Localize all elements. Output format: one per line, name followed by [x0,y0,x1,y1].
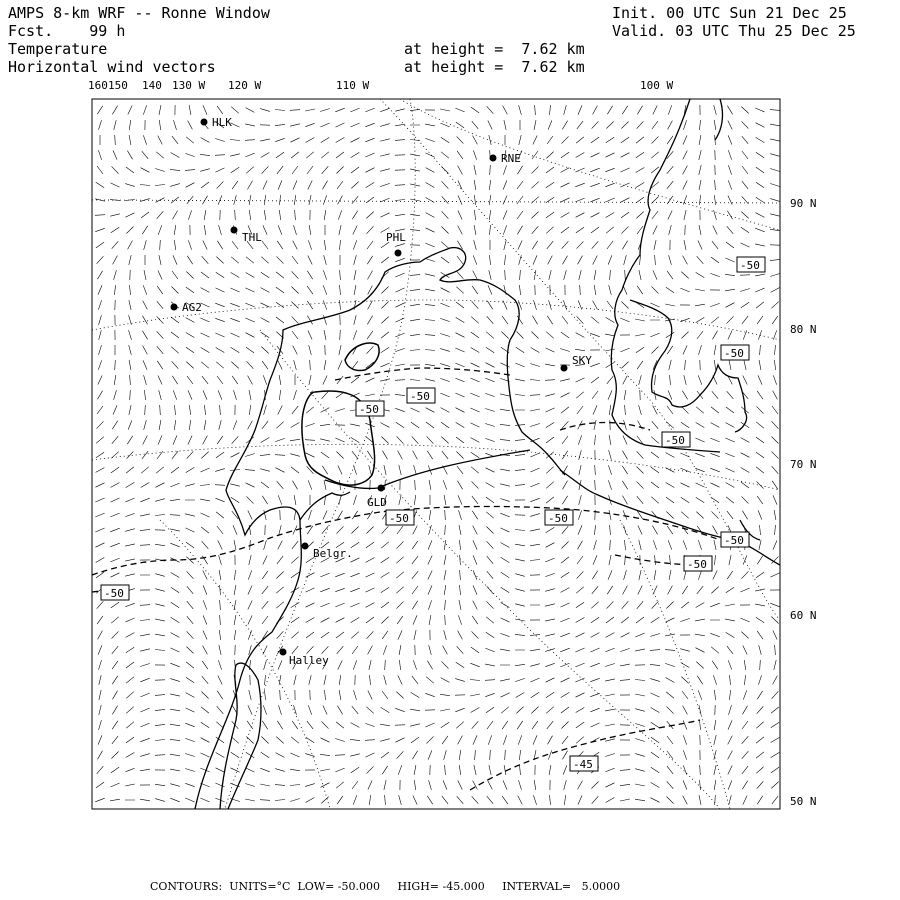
station-marker [490,155,497,162]
forecast-value: 99 h [89,22,126,40]
forecast-label: Fcst. [8,22,54,40]
init-time: Init. 00 UTC Sun 21 Dec 25 [612,4,847,22]
svg-text:-50: -50 [687,558,707,571]
svg-text:-50: -50 [104,587,124,600]
station-label: HLK [212,116,232,129]
contour-label [684,556,712,571]
lon-label-120: 120 W [228,79,262,92]
lat-label-90: 90 N [790,197,817,210]
svg-text:-50: -50 [724,534,744,547]
map-frame [92,99,780,809]
station-marker [201,119,208,126]
lat-label-50: 50 N [790,795,817,808]
contour-label [662,432,690,447]
height-temperature: at height = 7.62 km [404,40,585,58]
contour-label [356,401,384,416]
station-label: PHL [386,231,406,244]
station-rne [490,152,521,165]
svg-text:-50: -50 [740,259,760,272]
contour-label [721,532,749,547]
forecast-hour [8,22,270,40]
station-marker [395,250,402,257]
svg-text:-50: -50 [359,403,379,416]
contour-label [737,257,765,272]
graticule [92,99,780,809]
station-marker [302,543,309,550]
contour-info-footer: CONTOURS: UNITS=°C LOW= -50.000 HIGH= -45.000 INTERVAL= 5.0000 [150,880,621,893]
station-thl [231,227,263,245]
contour-label [721,345,749,360]
svg-text:-50: -50 [665,434,685,447]
header-left [8,4,270,76]
svg-text:-45: -45 [573,758,593,771]
station-label: SKY [572,354,592,367]
contour-label [570,756,598,771]
contour-label [386,510,414,525]
lon-label-150: 150 [108,79,128,92]
header-right [612,4,856,40]
contour-label [101,585,129,600]
station-marker [561,365,568,372]
station-label: Belgr. [313,547,353,560]
station-ag2 [171,301,202,314]
station-label: AG2 [182,301,202,314]
station-marker [280,649,287,656]
svg-text:-50: -50 [410,390,430,403]
height-info [404,40,585,76]
wind-vectors [95,105,780,805]
lon-label-140: 140 [142,79,162,92]
svg-text:-50: -50 [389,512,409,525]
field-wind: Horizontal wind vectors [8,58,216,76]
axis-labels [88,79,817,808]
station-marker [171,304,178,311]
station-marker [231,227,238,234]
lat-label-70: 70 N [790,458,817,471]
height-wind: at height = 7.62 km [404,58,585,76]
wind-vector-field [95,105,780,805]
lon-label-130: 130 W [172,79,206,92]
station-label: THL [242,231,262,244]
svg-text:-50: -50 [724,347,744,360]
map-title: AMPS 8-km WRF -- Ronne Window [8,4,270,22]
contour-labels [101,257,765,771]
station-halley [280,649,330,668]
station-hlk [201,116,233,129]
lon-label-110: 110 W [336,79,370,92]
contour-label [545,510,573,525]
lat-label-60: 60 N [790,609,817,622]
lon-label-160: 160 [88,79,108,92]
station-label: GLD [367,496,387,509]
station-belgr [302,543,353,561]
svg-text:-50: -50 [548,512,568,525]
station-label: Halley [289,654,329,667]
station-phl [386,231,406,257]
lon-label-100: 100 W [640,79,674,92]
lat-label-80: 80 N [790,323,817,336]
valid-time: Valid. 03 UTC Thu 25 Dec 25 [612,22,856,40]
station-label: RNE [501,152,521,165]
temperature-contours-dashed [92,368,720,790]
station-sky [561,354,593,372]
contour-label [407,388,435,403]
station-marker [378,485,385,492]
field-temperature: Temperature [8,40,108,58]
